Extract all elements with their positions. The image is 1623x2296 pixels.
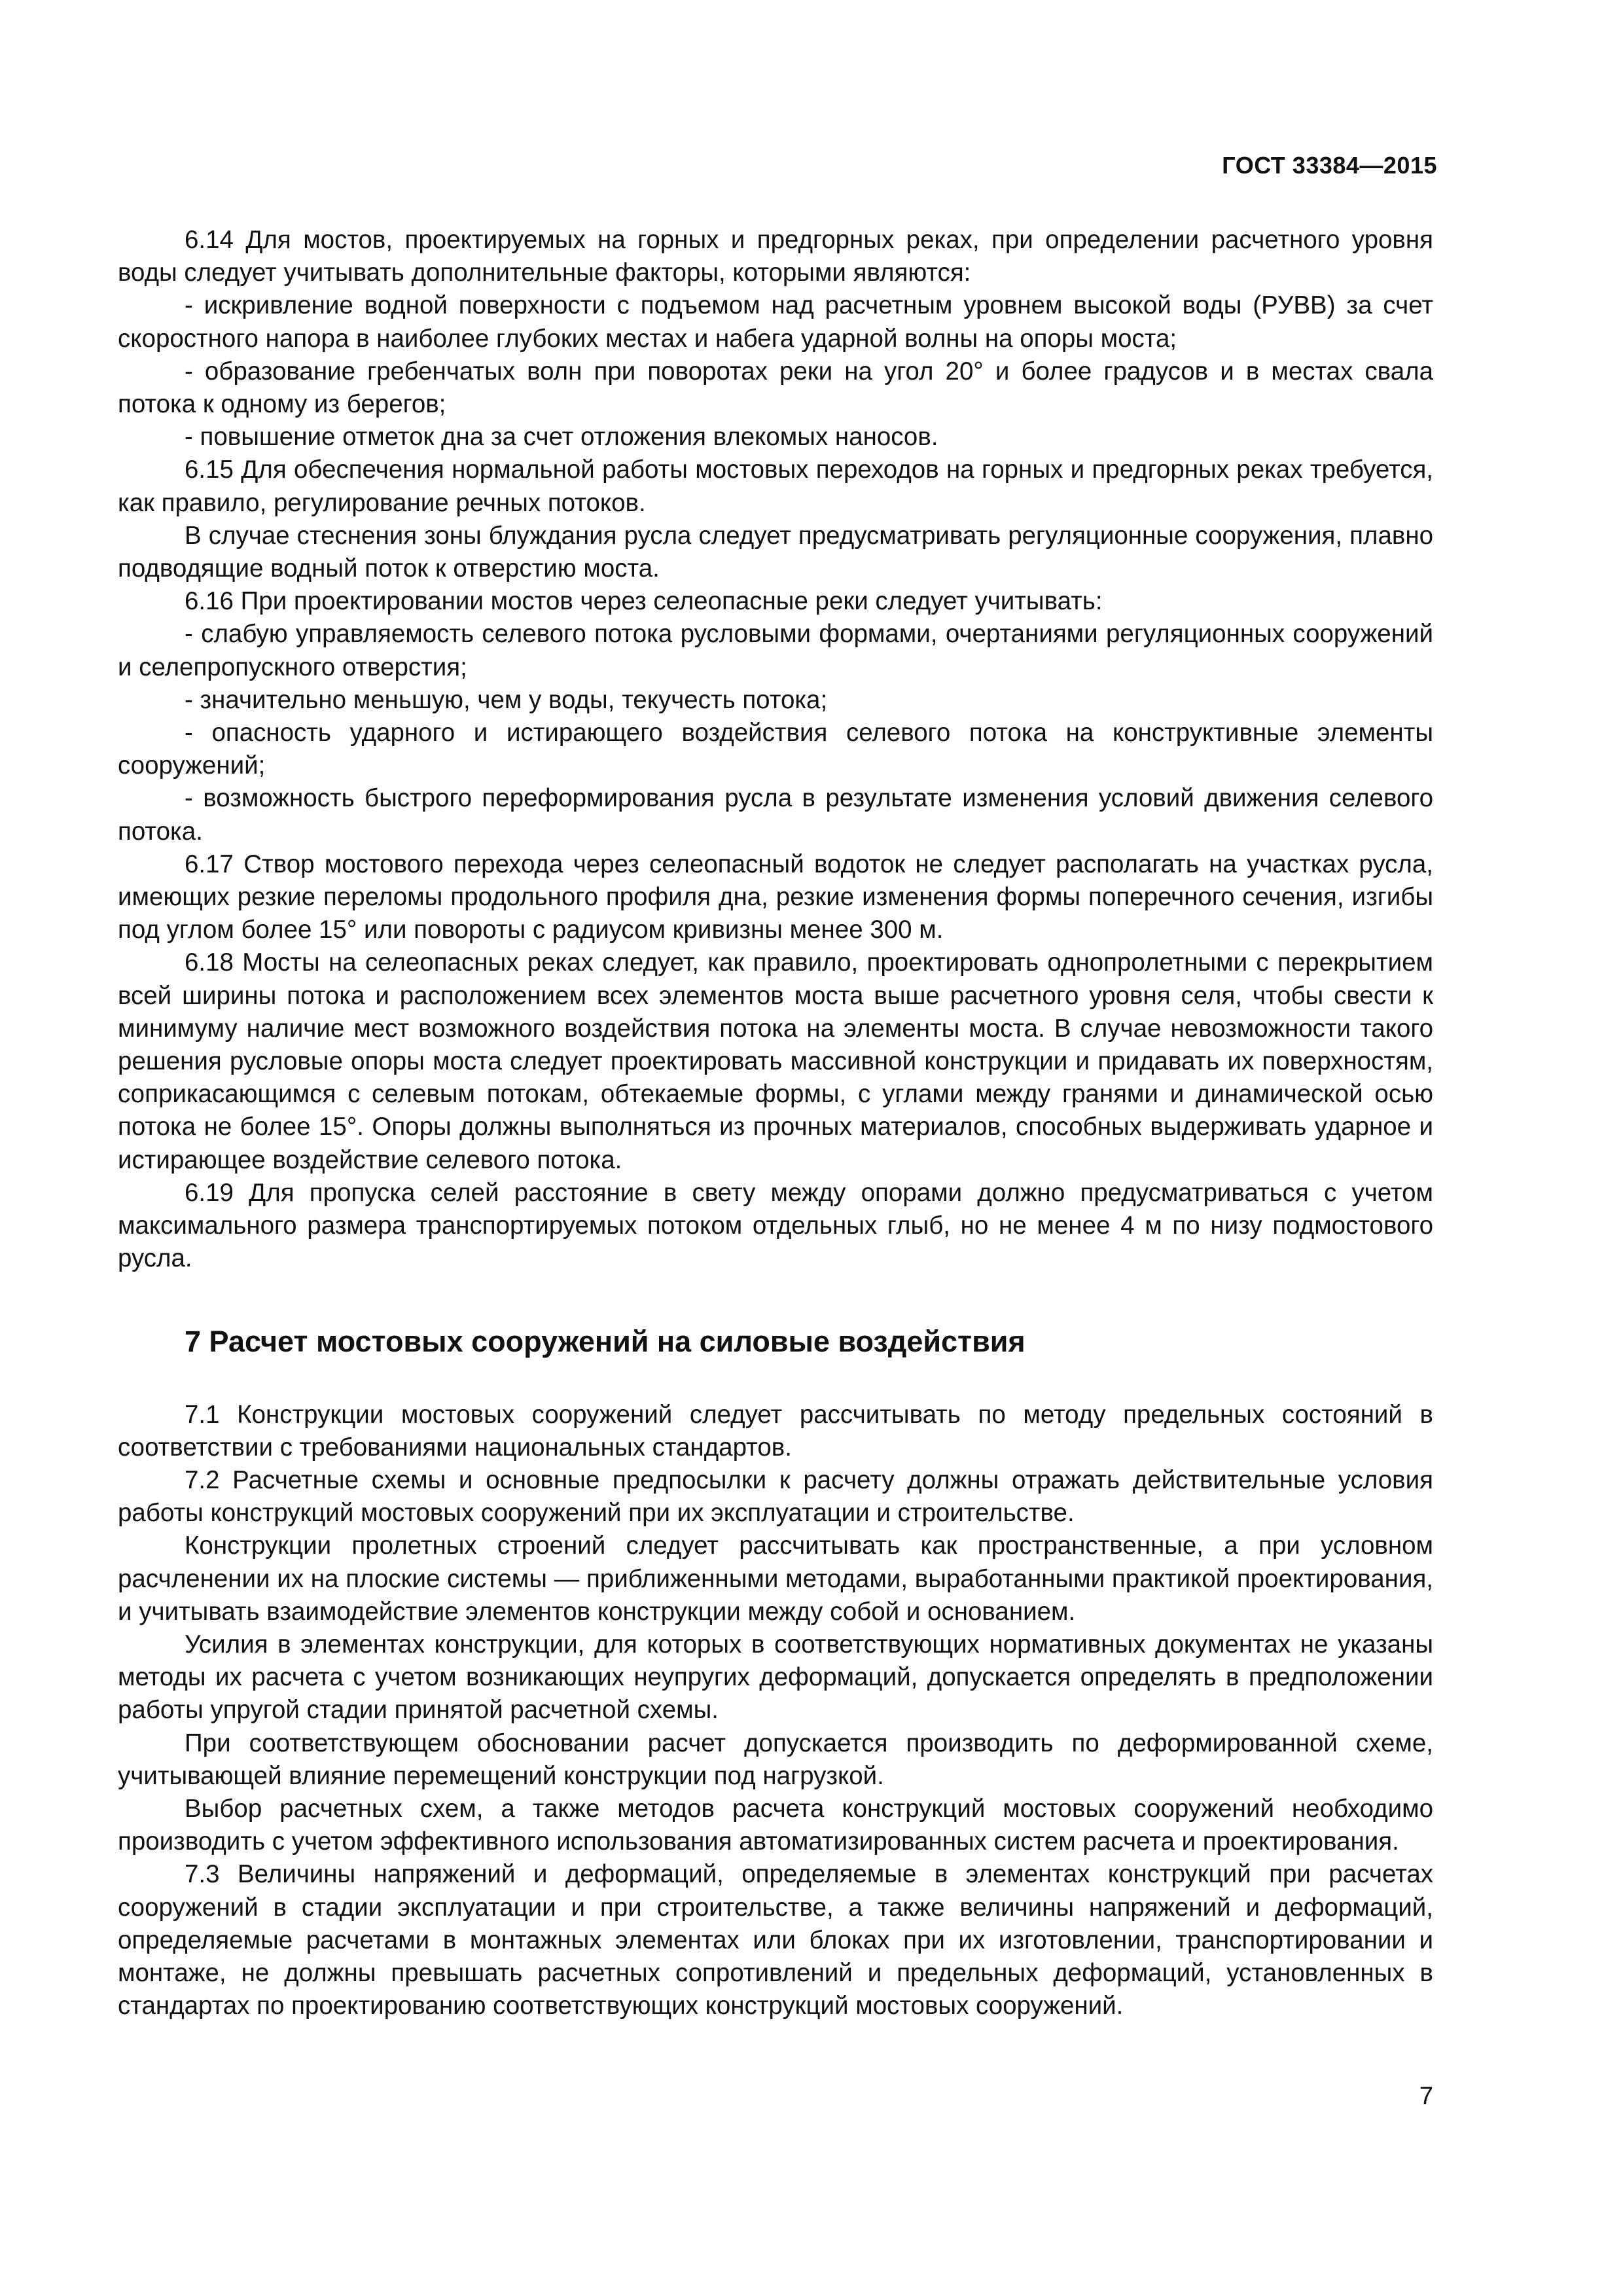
page-number: 7 — [1419, 2083, 1433, 2110]
list-item: - опасность ударного и истирающего воздействия селевого потока на конструктивные элементы сооружений; — [118, 719, 1433, 780]
paragraph: 6.15 Для обеспечения нормальной работы мостовых переходов на горных и предгорных реках требуется, как правило, регулирование речных потоков. — [118, 456, 1433, 517]
list-item: - повышение отметок дна за счет отложения влекомых наносов. — [185, 423, 938, 452]
list-item: - образование гребенчатых волн при поворотах реки на угол 20° и более градусов и в местах свала потока к одному из берегов; — [118, 357, 1433, 419]
document-code-header: ГОСТ 33384—2015 — [1222, 152, 1437, 179]
paragraph: 6.19 Для пропуска селей расстояние в свету между опорами должно предусматриваться с учетом максимального размера транспортируемых потоком отдельных глыб, но не менее 4 м по низу подмостового русла. — [118, 1178, 1433, 1273]
list-item: - возможность быстрого переформирования русла в результате изменения условий движения селевого потока. — [118, 784, 1433, 846]
paragraph: В случае стеснения зоны блуждания русла следует предусматривать регуляционные сооружения, плавно подводящие водный поток к отверстию моста. — [118, 521, 1433, 583]
list-item: - значительно меньшую, чем у воды, текучесть потока; — [185, 685, 828, 714]
paragraph: 6.16 При проектировании мостов через селеопасные реки следует учитывать: — [185, 587, 1103, 616]
section-7 — [118, 1399, 1433, 2023]
section-heading: 7 Расчет мостовых сооружений на силовые воздействия — [185, 1324, 1026, 1358]
paragraph: 7.2 Расчетные схемы и основные предпосылки к расчету должны отражать действительные условия работы конструкций мостовых сооружений при их эксплуатации и строительстве. — [118, 1465, 1433, 1528]
paragraph: 6.17 Створ мостового перехода через селеопасный водоток не следует располагать на участках русла, имеющих резкие переломы продольного профиля дна, резкие изменения формы поперечного сечения, изгибы под углом более 15° или повороты с радиусом кривизны менее 300 м. — [118, 850, 1433, 944]
paragraph: При соответствующем обосновании расчет допускается производить по деформированной схеме, учитывающей влияние перемещений конструкции под нагрузкой. — [118, 1729, 1433, 1790]
paragraph: Конструкции пролетных строений следует рассчитывать как пространственные, а при условном расчленении их на плоские системы — приближенными методами, выработанными практикой проектирования, и учитывать взаимодействие элементов конструкции между собой и основанием. — [118, 1532, 1433, 1626]
list-item: - искривление водной поверхности с подъемом над расчетным уровнем высокой воды (РУВВ) за счет скоростного напора в наиболее глубоких местах и набега ударной волны на опоры моста; — [118, 291, 1433, 353]
page-body — [118, 224, 1433, 2022]
paragraph: 6.18 Мосты на селеопасных реках следует, как правило, проектировать однопролетными с перекрытием всей ширины потока и расположением всех элементов моста выше расчетного уровня селя, чтобы свести к минимуму наличие мест возможного воздействия потока на элементы моста. В случае невозможности такого решения русловые опоры моста следует проектировать массивной конструкции и придавать их поверхностям, соприкасающимся с селевым потокам, обтекаемые формы, с углами между гранями и динамической осью потока не более 15°. Опоры должны выполняться из прочных материалов, способных выдерживать ударное и истирающее воздействие селевого потока. — [118, 948, 1433, 1174]
paragraph: 7.3 Величины напряжений и деформаций, определяемые в элементах конструкций при расчетах сооружений в стадии эксплуатации и при строительстве, а также величины напряжений и деформаций, определяемые расчетами в монтажных элементах или блоках при их изготовлении, транспортировании и монтаже, не должны превышать расчетных сопротивлений и предельных деформаций, установленных в стандартах по проектированию соответствующих конструкций мостовых сооружений. — [118, 1860, 1433, 2020]
section-7-heading-wrap — [118, 1324, 1433, 1359]
paragraph: 7.1 Конструкции мостовых сооружений следует рассчитывать по методу предельных состояний в соответствии с требованиями национальных стандартов. — [118, 1400, 1433, 1462]
paragraph: Усилия в элементах конструкции, для которых в соответствующих нормативных документах не указаны методы их расчета с учетом возникающих неупругих деформаций, допускается определять в предположении работы упругой стадии принятой расчетной схемы. — [118, 1630, 1433, 1725]
paragraph: Выбор расчетных схем, а также методов расчета конструкций мостовых сооружений необходимо производить с учетом эффективного использования автоматизированных систем расчета и проектирования. — [118, 1794, 1433, 1856]
section-6-continuation — [118, 224, 1433, 1276]
paragraph: 6.14 Для мостов, проектируемых на горных и предгорных реках, при определении расчетного уровня воды следует учитывать дополнительные факторы, которыми являются: — [118, 226, 1433, 287]
list-item: - слабую управляемость селевого потока русловыми формами, очертаниями регуляционных сооружений и селепропускного отверстия; — [118, 620, 1433, 681]
